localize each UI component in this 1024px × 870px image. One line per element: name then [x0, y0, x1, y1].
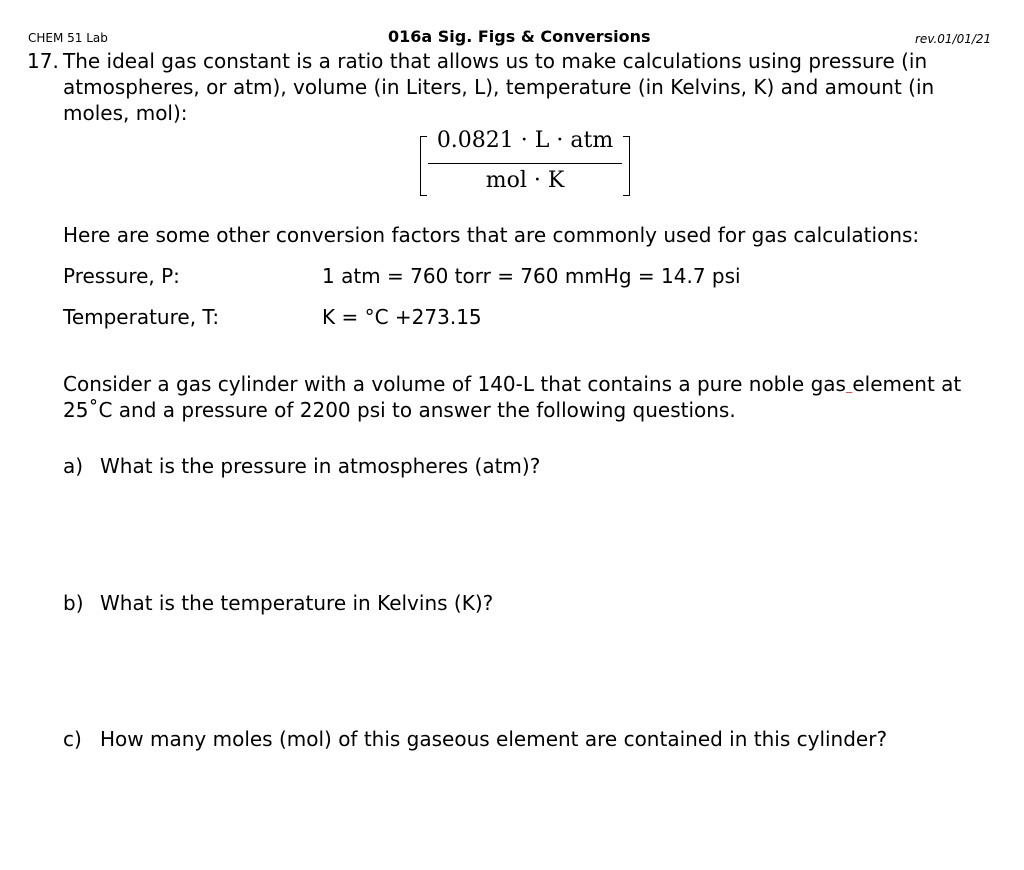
- temperature-conversion: K = °C +273.15: [322, 305, 482, 329]
- gas-constant-formula: [416, 124, 634, 200]
- fraction-bar: [428, 163, 622, 164]
- temperature-label: Temperature, T:: [63, 305, 220, 329]
- subquestion-b-text: What is the temperature in Kelvins (K)?: [100, 591, 494, 615]
- scenario-text-after: element at 25˚C and a pressure of 2200 psi to answer the following questions.: [63, 372, 962, 422]
- subquestion-b-letter: b): [63, 591, 84, 615]
- course-label: CHEM 51 Lab: [28, 31, 108, 45]
- question-text: The ideal gas constant is a ratio that allows us to make calculations using pressure (in atmospheres, or atm), volume (in Liters, L), temperature (in Kelvins, K) and amount (in moles, mol):: [63, 49, 935, 125]
- scenario-text: [63, 371, 983, 423]
- formula-denominator: mol · K: [485, 168, 565, 193]
- subquestion-a-letter: a): [63, 454, 84, 478]
- subquestion-c-letter: c): [63, 727, 82, 751]
- formula-numerator: 0.0821 · L · atm: [436, 128, 614, 153]
- pressure-label: Pressure, P:: [63, 264, 180, 288]
- conversions-intro: Here are some other conversion factors that are commonly used for gas calculations:: [63, 223, 920, 247]
- revision-label: rev.01/01/21: [915, 32, 992, 46]
- subquestion-c-text: How many moles (mol) of this gaseous element are contained in this cylinder?: [100, 727, 888, 751]
- pressure-conversion: 1 atm = 760 torr = 760 mmHg = 14.7 psi: [322, 264, 741, 288]
- right-bracket: [623, 136, 630, 196]
- question-number: 17.: [27, 49, 59, 73]
- scenario-text-before: Consider a gas cylinder with a volume of 140-L that contains a pure noble gas: [63, 372, 846, 396]
- page-title: 016a Sig. Figs & Conversions: [388, 27, 651, 46]
- subquestion-a-text: What is the pressure in atmospheres (atm)?: [100, 454, 541, 478]
